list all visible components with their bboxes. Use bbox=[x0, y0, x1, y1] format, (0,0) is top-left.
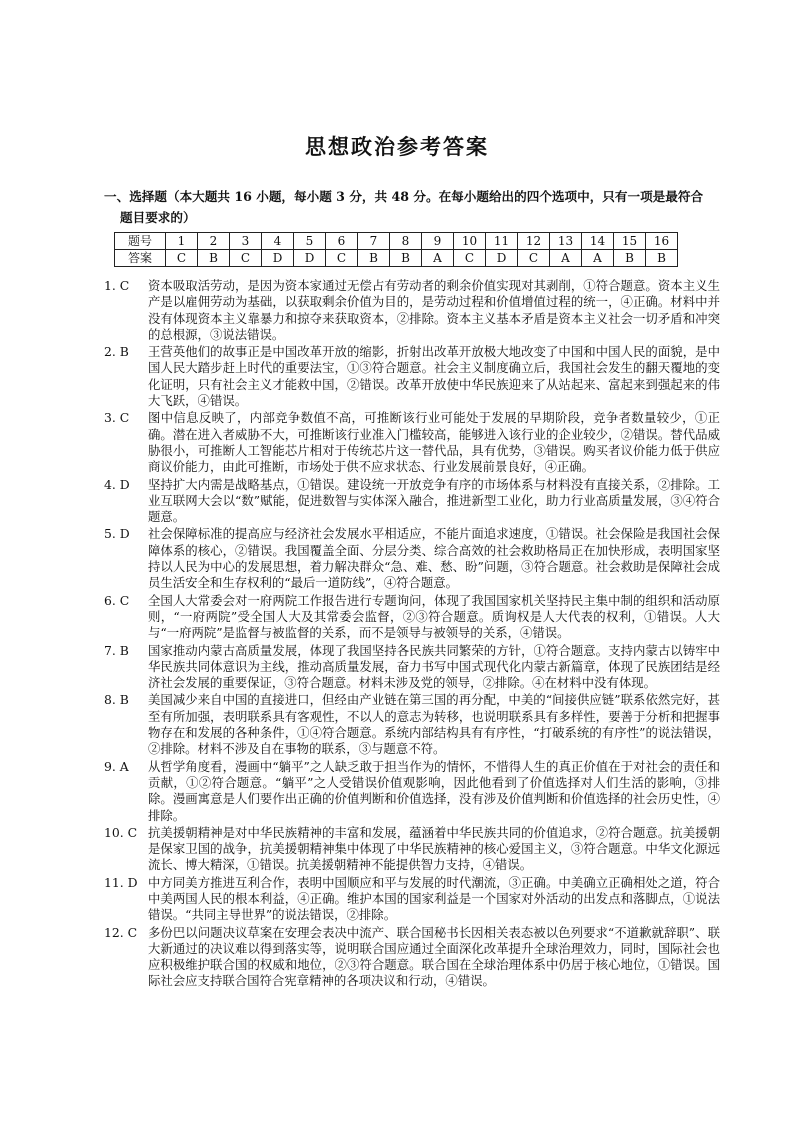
explanation-number: 5. D bbox=[104, 526, 130, 542]
explanation-item bbox=[104, 278, 720, 343]
answer-cell: B bbox=[390, 250, 422, 267]
explanation-text: 美国减少来自中国的直接进口，但经由产业链在第三国的再分配，中美的“间接供应链”联系依然完好，甚至有所加强，表明联系具有客观性，不以人的意志为转移，也说明联系具有多样性，要善于分析和把握事物存在和发展的各种条件，①④符合题意。系统内部结构具有有序性，“打破系统的有序性”的说法错误，②排除。材料不涉及自在事物的联系，③与题意不符。 bbox=[148, 692, 720, 757]
question-number-cell: 3 bbox=[230, 233, 262, 250]
question-number-cell: 16 bbox=[646, 233, 678, 250]
explanation-number: 10. C bbox=[104, 824, 138, 840]
question-number-cell: 12 bbox=[518, 233, 550, 250]
answer-table-row-label: 题号 bbox=[115, 233, 166, 250]
explanation-number: 8. B bbox=[104, 692, 129, 708]
explanation-text: 坚持扩大内需是战略基点，①错误。建设统一开放竞争有序的市场体系与材料没有直接关系，②排除。工业互联网大会以“数”赋能，促进数智与实体深入融合，推进新型工业化，助力行业高质量发展，③④符合题意。 bbox=[148, 476, 720, 525]
explanation-number: 7. B bbox=[104, 642, 129, 658]
section-heading-line1: 一、选择题（本大题共 16 小题，每小题 3 分，共 48 分。在每小题给出的四个选项中，只有一项是最符合 bbox=[104, 189, 704, 204]
answer-cell: A bbox=[582, 250, 614, 267]
answer-explanations bbox=[104, 278, 720, 991]
explanation-number: 1. C bbox=[104, 278, 130, 293]
question-number-cell: 7 bbox=[358, 233, 390, 250]
page-title: 思想政治参考答案 bbox=[305, 134, 489, 159]
explanation-text: 王营英他们的故事正是中国改革开放的缩影，折射出改革开放极大地改变了中国和中国人民的面貌，是中国人民大踏步赶上时代的重要法宝，①③符合题意。社会主义制度确立后，我国社会发生的翻天覆地的变化证明，只有社会主义才能救中国，②错误。改革开放使中华民族迎来了从站起来、富起来到强起来的伟大飞跃，④错误。 bbox=[148, 344, 720, 409]
answer-cell: C bbox=[166, 250, 198, 267]
explanation-item bbox=[104, 759, 720, 824]
explanation-item bbox=[104, 593, 720, 642]
answer-cell: D bbox=[486, 250, 518, 267]
question-number-cell: 11 bbox=[486, 233, 518, 250]
explanation-number: 12. C bbox=[104, 924, 138, 940]
answer-cell: A bbox=[550, 250, 582, 267]
answer-cell: D bbox=[294, 250, 326, 267]
answer-cell: C bbox=[326, 250, 358, 267]
answer-cell: C bbox=[454, 250, 486, 267]
section-heading bbox=[104, 186, 704, 228]
answer-table-number-row bbox=[115, 233, 678, 250]
explanation-text: 中方同美方推进互利合作，表明中国顺应和平与发展的时代潮流，③正确。中美确立正确相处之道，符合中美两国人民的根本利益，④正确。维护本国的国家利益是一个国家对外活动的出发点和落脚点，①说法错误。“共同主导世界”的说法错误，②排除。 bbox=[148, 874, 720, 923]
question-number-cell: 10 bbox=[454, 233, 486, 250]
question-number-cell: 6 bbox=[326, 233, 358, 250]
explanation-text: 从哲学角度看，漫画中“躺平”之人缺乏敢于担当作为的情怀，不惜得人生的真正价值在于对社会的责任和贡献，①②符合题意。“躺平”之人受错误价值观影响，因此他看到了价值选择对人们生活的影响，③排除。漫画寓意是人们要作出正确的价值判断和价值选择，没有涉及价值判断和价值选择的社会历史性，④排除。 bbox=[148, 758, 720, 823]
answer-table bbox=[114, 232, 678, 267]
explanation-item bbox=[104, 643, 720, 692]
explanation-number: 2. B bbox=[104, 344, 129, 360]
explanation-text: 社会保障标准的提高应与经济社会发展水平相适应，不能片面追求速度，①错误。社会保险是我国社会保障体系的核心，②错误。我国覆盖全面、分层分类、综合高效的社会救助格局正在加快形成，表明国家坚持以人民为中心的发展思想，着力解决群众“急、难、愁、盼”问题，③符合题意。社会救助是保障社会成员生活安全和生存权利的“最后一道防线”，④符合题意。 bbox=[148, 526, 720, 591]
explanation-item bbox=[104, 825, 720, 874]
explanation-text: 多份巴以问题决议草案在安理会表决中流产、联合国秘书长因相关表态被以色列要求“不道歉就辞职”、联大新通过的决议难以得到落实等，说明联合国应通过全面深化改革提升全球治理效力，同时，国际社会也应积极维护联合国的权威和地位，②③符合题意。联合国在全球治理体系中仍居于核心地位，①错误。国际社会应支持联合国符合宪章精神的各项决议和行动，④错误。 bbox=[148, 924, 720, 989]
answer-cell: B bbox=[358, 250, 390, 267]
answer-cell: B bbox=[646, 250, 678, 267]
question-number-cell: 2 bbox=[198, 233, 230, 250]
explanation-item bbox=[104, 526, 720, 591]
explanation-text: 全国人大常委会对一府两院工作报告进行专题询问，体现了我国国家机关坚持民主集中制的组织和活动原则，“一府两院”受全国人大及其常委会监督，②③符合题意。质询权是人大代表的权利，①错误。人大与“一府两院”是监督与被监督的关系，而不是领导与被领导的关系，④错误。 bbox=[148, 592, 720, 641]
explanation-text: 资本吸取活劳动，是因为资本家通过无偿占有劳动者的剩余价值实现对其剥削，①符合题意。资本主义生产是以雇佣劳动为基础，以获取剩余价值为目的，是劳动过程和价值增值过程的统一，④正确。材料中并没有体现资本主义靠暴力和掠夺来获取资本，②排除。资本主义基本矛盾是资本主义社会一切矛盾和冲突的总根源，③说法错误。 bbox=[148, 278, 720, 342]
explanation-item bbox=[104, 477, 720, 526]
explanation-item bbox=[104, 925, 720, 990]
question-number-cell: 15 bbox=[614, 233, 646, 250]
question-number-cell: 14 bbox=[582, 233, 614, 250]
question-number-cell: 5 bbox=[294, 233, 326, 250]
answer-cell: B bbox=[614, 250, 646, 267]
answer-cell: C bbox=[518, 250, 550, 267]
explanation-number: 6. C bbox=[104, 592, 130, 608]
answer-cell: A bbox=[422, 250, 454, 267]
answer-table-row-label: 答案 bbox=[115, 250, 166, 267]
question-number-cell: 13 bbox=[550, 233, 582, 250]
answer-cell: B bbox=[198, 250, 230, 267]
explanation-number: 9. A bbox=[104, 758, 129, 774]
explanation-number: 4. D bbox=[104, 476, 130, 492]
question-number-cell: 9 bbox=[422, 233, 454, 250]
question-number-cell: 8 bbox=[390, 233, 422, 250]
explanation-item bbox=[104, 410, 720, 475]
explanation-item bbox=[104, 692, 720, 757]
explanation-number: 11. D bbox=[104, 874, 138, 890]
explanation-text: 图中信息反映了，内部竞争数值不高，可推断该行业可能处于发展的早期阶段，竞争者数量较少，①正确。潜在进入者威胁不大，可推断该行业准入门槛较高，能够进入该行业的企业较少，②错误。替代品威胁很小，可推断人工智能芯片相对于传统芯片这一替代品，具有优势，③错误。购买者议价能力低于供应商议价能力，由此可推断，市场处于供不应求状态、行业发展前景良好，④正确。 bbox=[148, 410, 720, 475]
answer-cell: C bbox=[230, 250, 262, 267]
answer-table-answer-row bbox=[115, 250, 678, 267]
question-number-cell: 4 bbox=[262, 233, 294, 250]
explanation-number: 3. C bbox=[104, 410, 130, 426]
explanation-item bbox=[104, 875, 720, 924]
explanation-text: 抗美援朝精神是对中华民族精神的丰富和发展，蕴涵着中华民族共同的价值追求，②符合题意。抗美援朝是保家卫国的战争，抗美援朝精神集中体现了中华民族精神的核心爱国主义，③符合题意。中华文化源远流长、博大精深，①错误。抗美援朝精神不能提供智力支持，④错误。 bbox=[148, 824, 720, 873]
explanation-text: 国家推动内蒙古高质量发展，体现了我国坚持各民族共同繁荣的方针，①符合题意。支持内蒙古以铸牢中华民族共同体意识为主线，推动高质量发展，奋力书写中国式现代化内蒙古新篇章，体现了民族团结是经济社会发展的重要保证，③符合题意。材料未涉及党的领导，②排除。④在材料中没有体现。 bbox=[148, 642, 720, 691]
section-heading-line2: 题目要求的） bbox=[120, 210, 196, 225]
answer-cell: D bbox=[262, 250, 294, 267]
explanation-item bbox=[104, 344, 720, 409]
question-number-cell: 1 bbox=[166, 233, 198, 250]
